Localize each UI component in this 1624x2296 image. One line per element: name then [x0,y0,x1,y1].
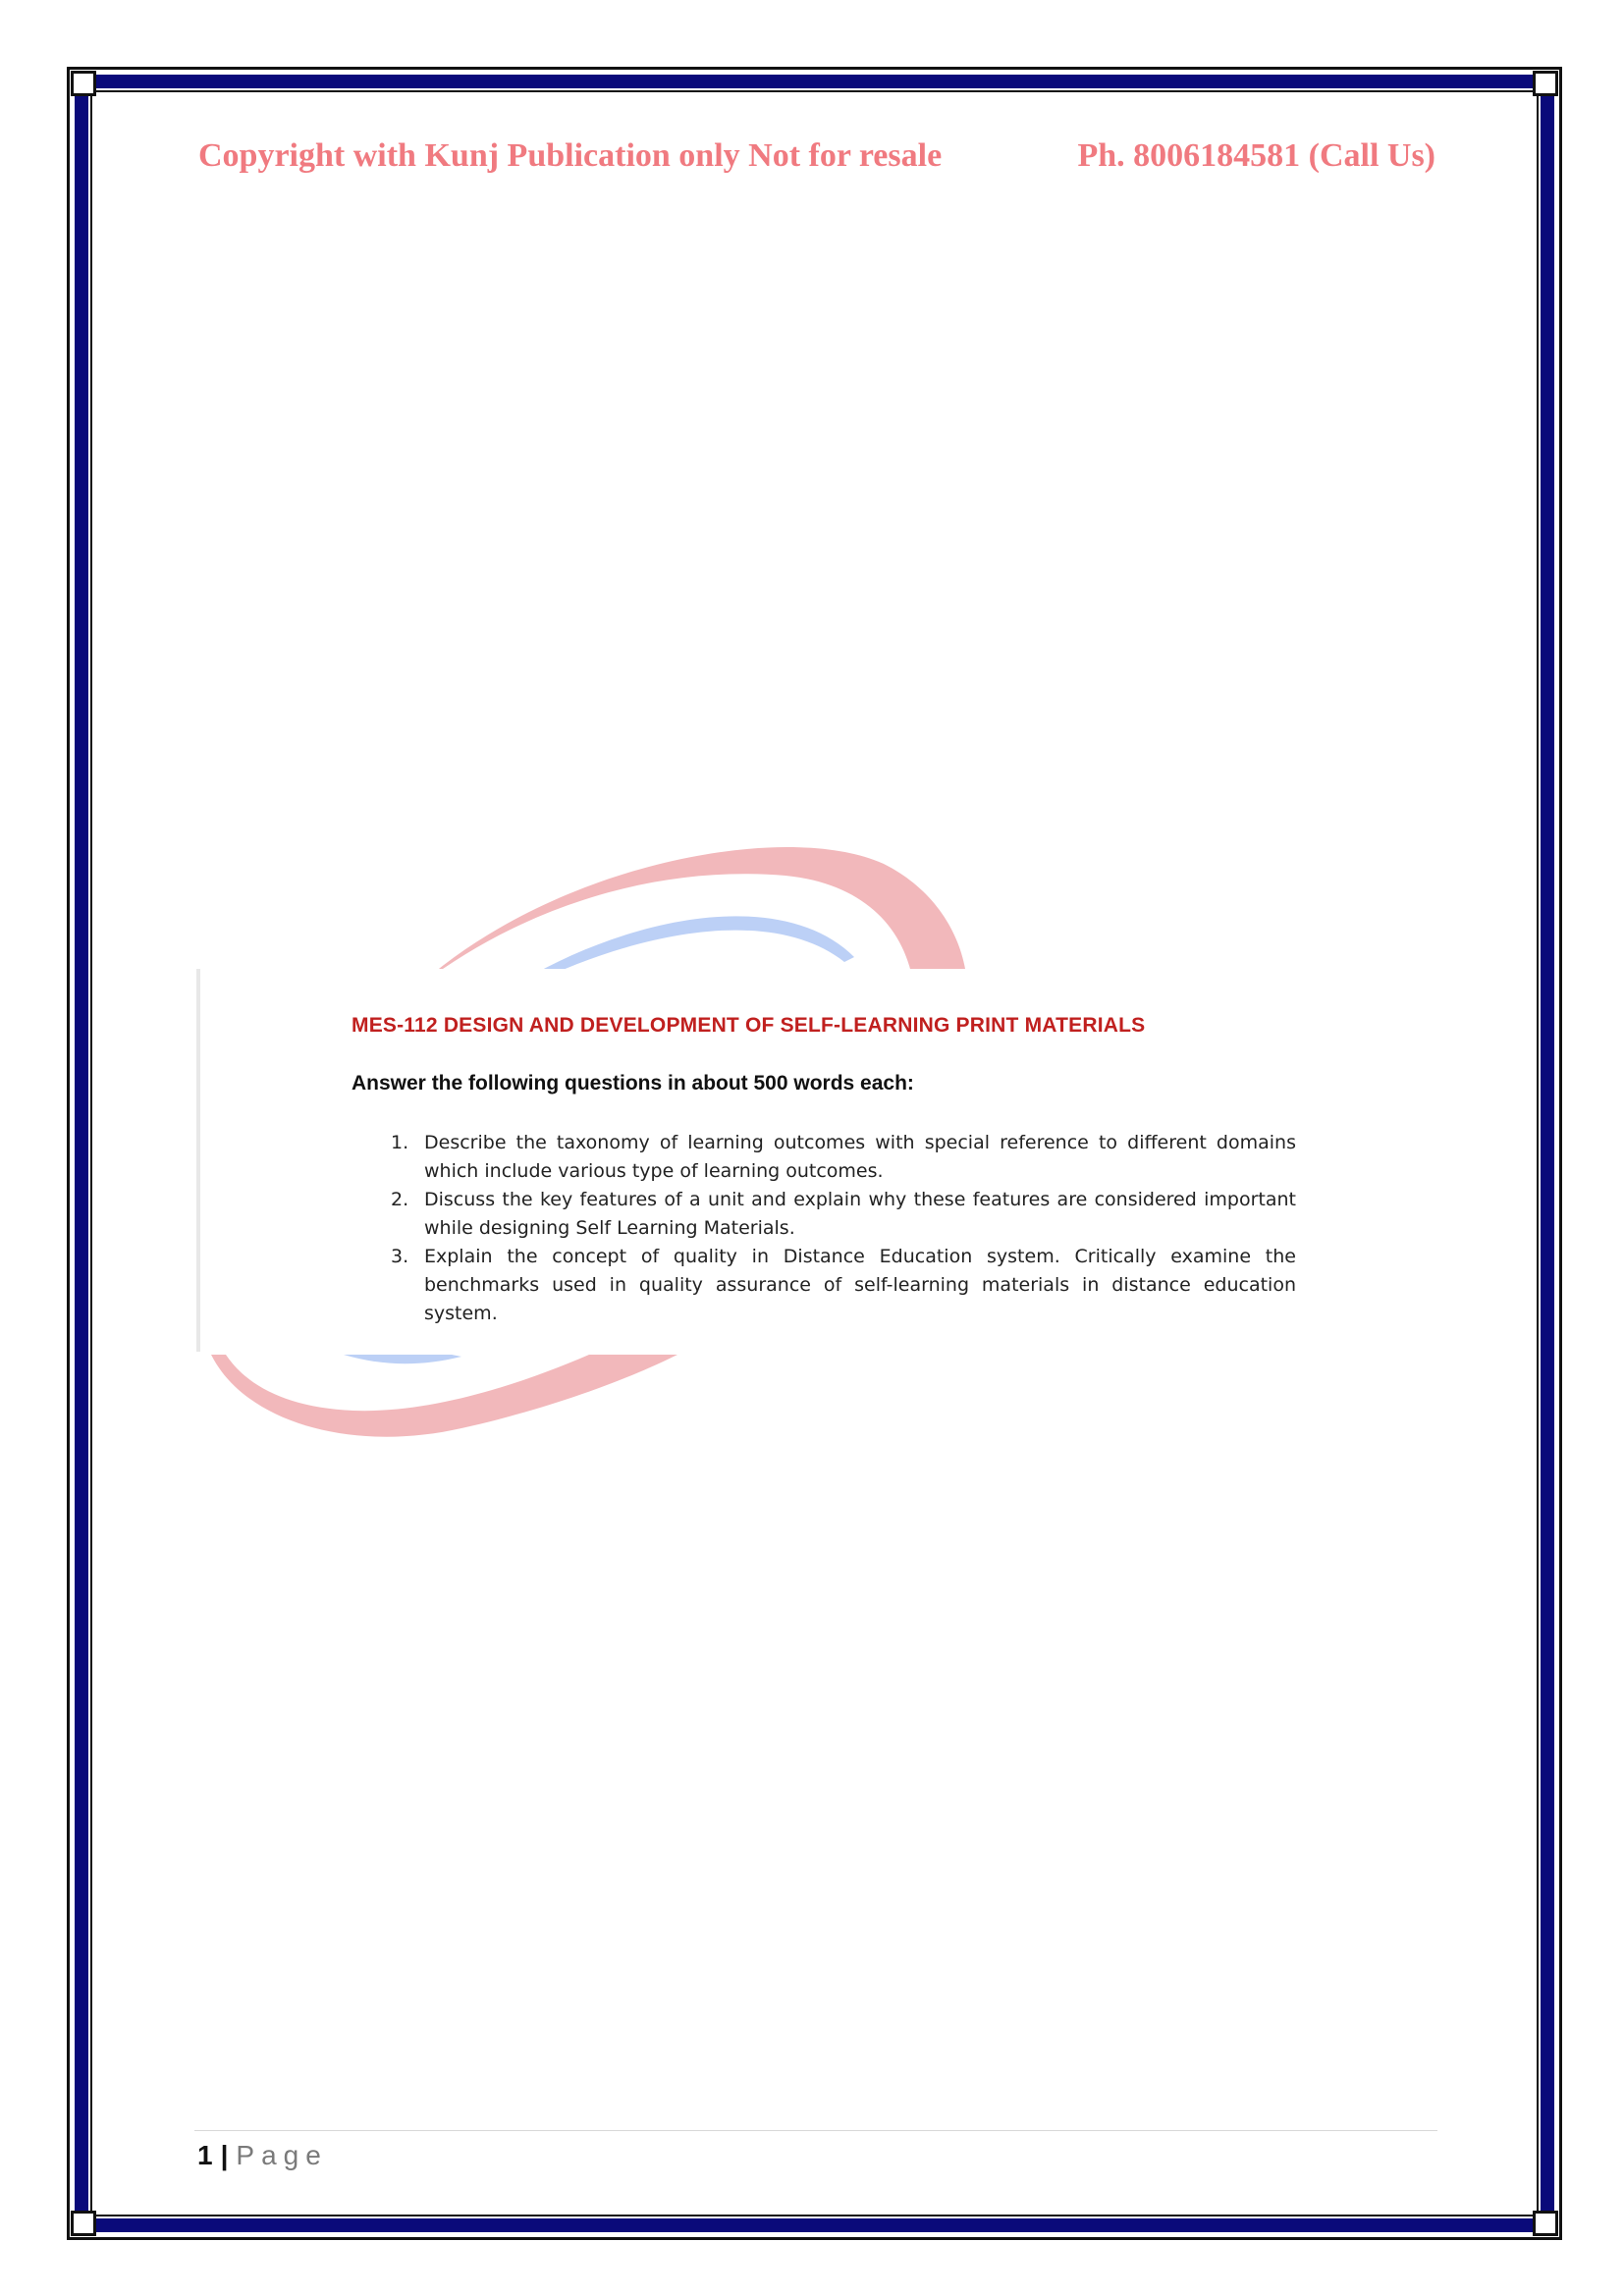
footer-separator: | [220,2140,229,2170]
question-item [391,1186,1296,1243]
course-title: MES-112 DESIGN AND DEVELOPMENT OF SELF-LEARNING PRINT MATERIALS [352,1014,1146,1037]
question-number: 3. [391,1246,409,1267]
copyright-notice: Copyright with Kunj Publication only Not for resale [198,137,943,174]
question-item [391,1243,1296,1328]
question-text: Describe the taxonomy of learning outcomes with special reference to different domains which include various type of learning outcomes. [424,1132,1296,1182]
page-number: 1 [197,2140,213,2170]
question-number: 1. [391,1132,409,1153]
footer-divider [194,2130,1437,2131]
instructions-heading: Answer the following questions in about 500 words each: [352,1072,914,1095]
phone-contact: Ph. 8006184581 (Call Us) [1077,137,1435,174]
page-footer [197,2140,328,2171]
question-text: Explain the concept of quality in Distance Education system. Critically examine the benchmarks used in quality assurance of self-learning materials in distance education system. [424,1246,1296,1324]
page-label: Page [236,2140,328,2170]
question-item [391,1129,1296,1186]
question-number: 2. [391,1189,409,1210]
question-list [391,1129,1296,1328]
question-text: Discuss the key features of a unit and explain why these features are considered important while designing Self Learning Materials. [424,1189,1296,1239]
